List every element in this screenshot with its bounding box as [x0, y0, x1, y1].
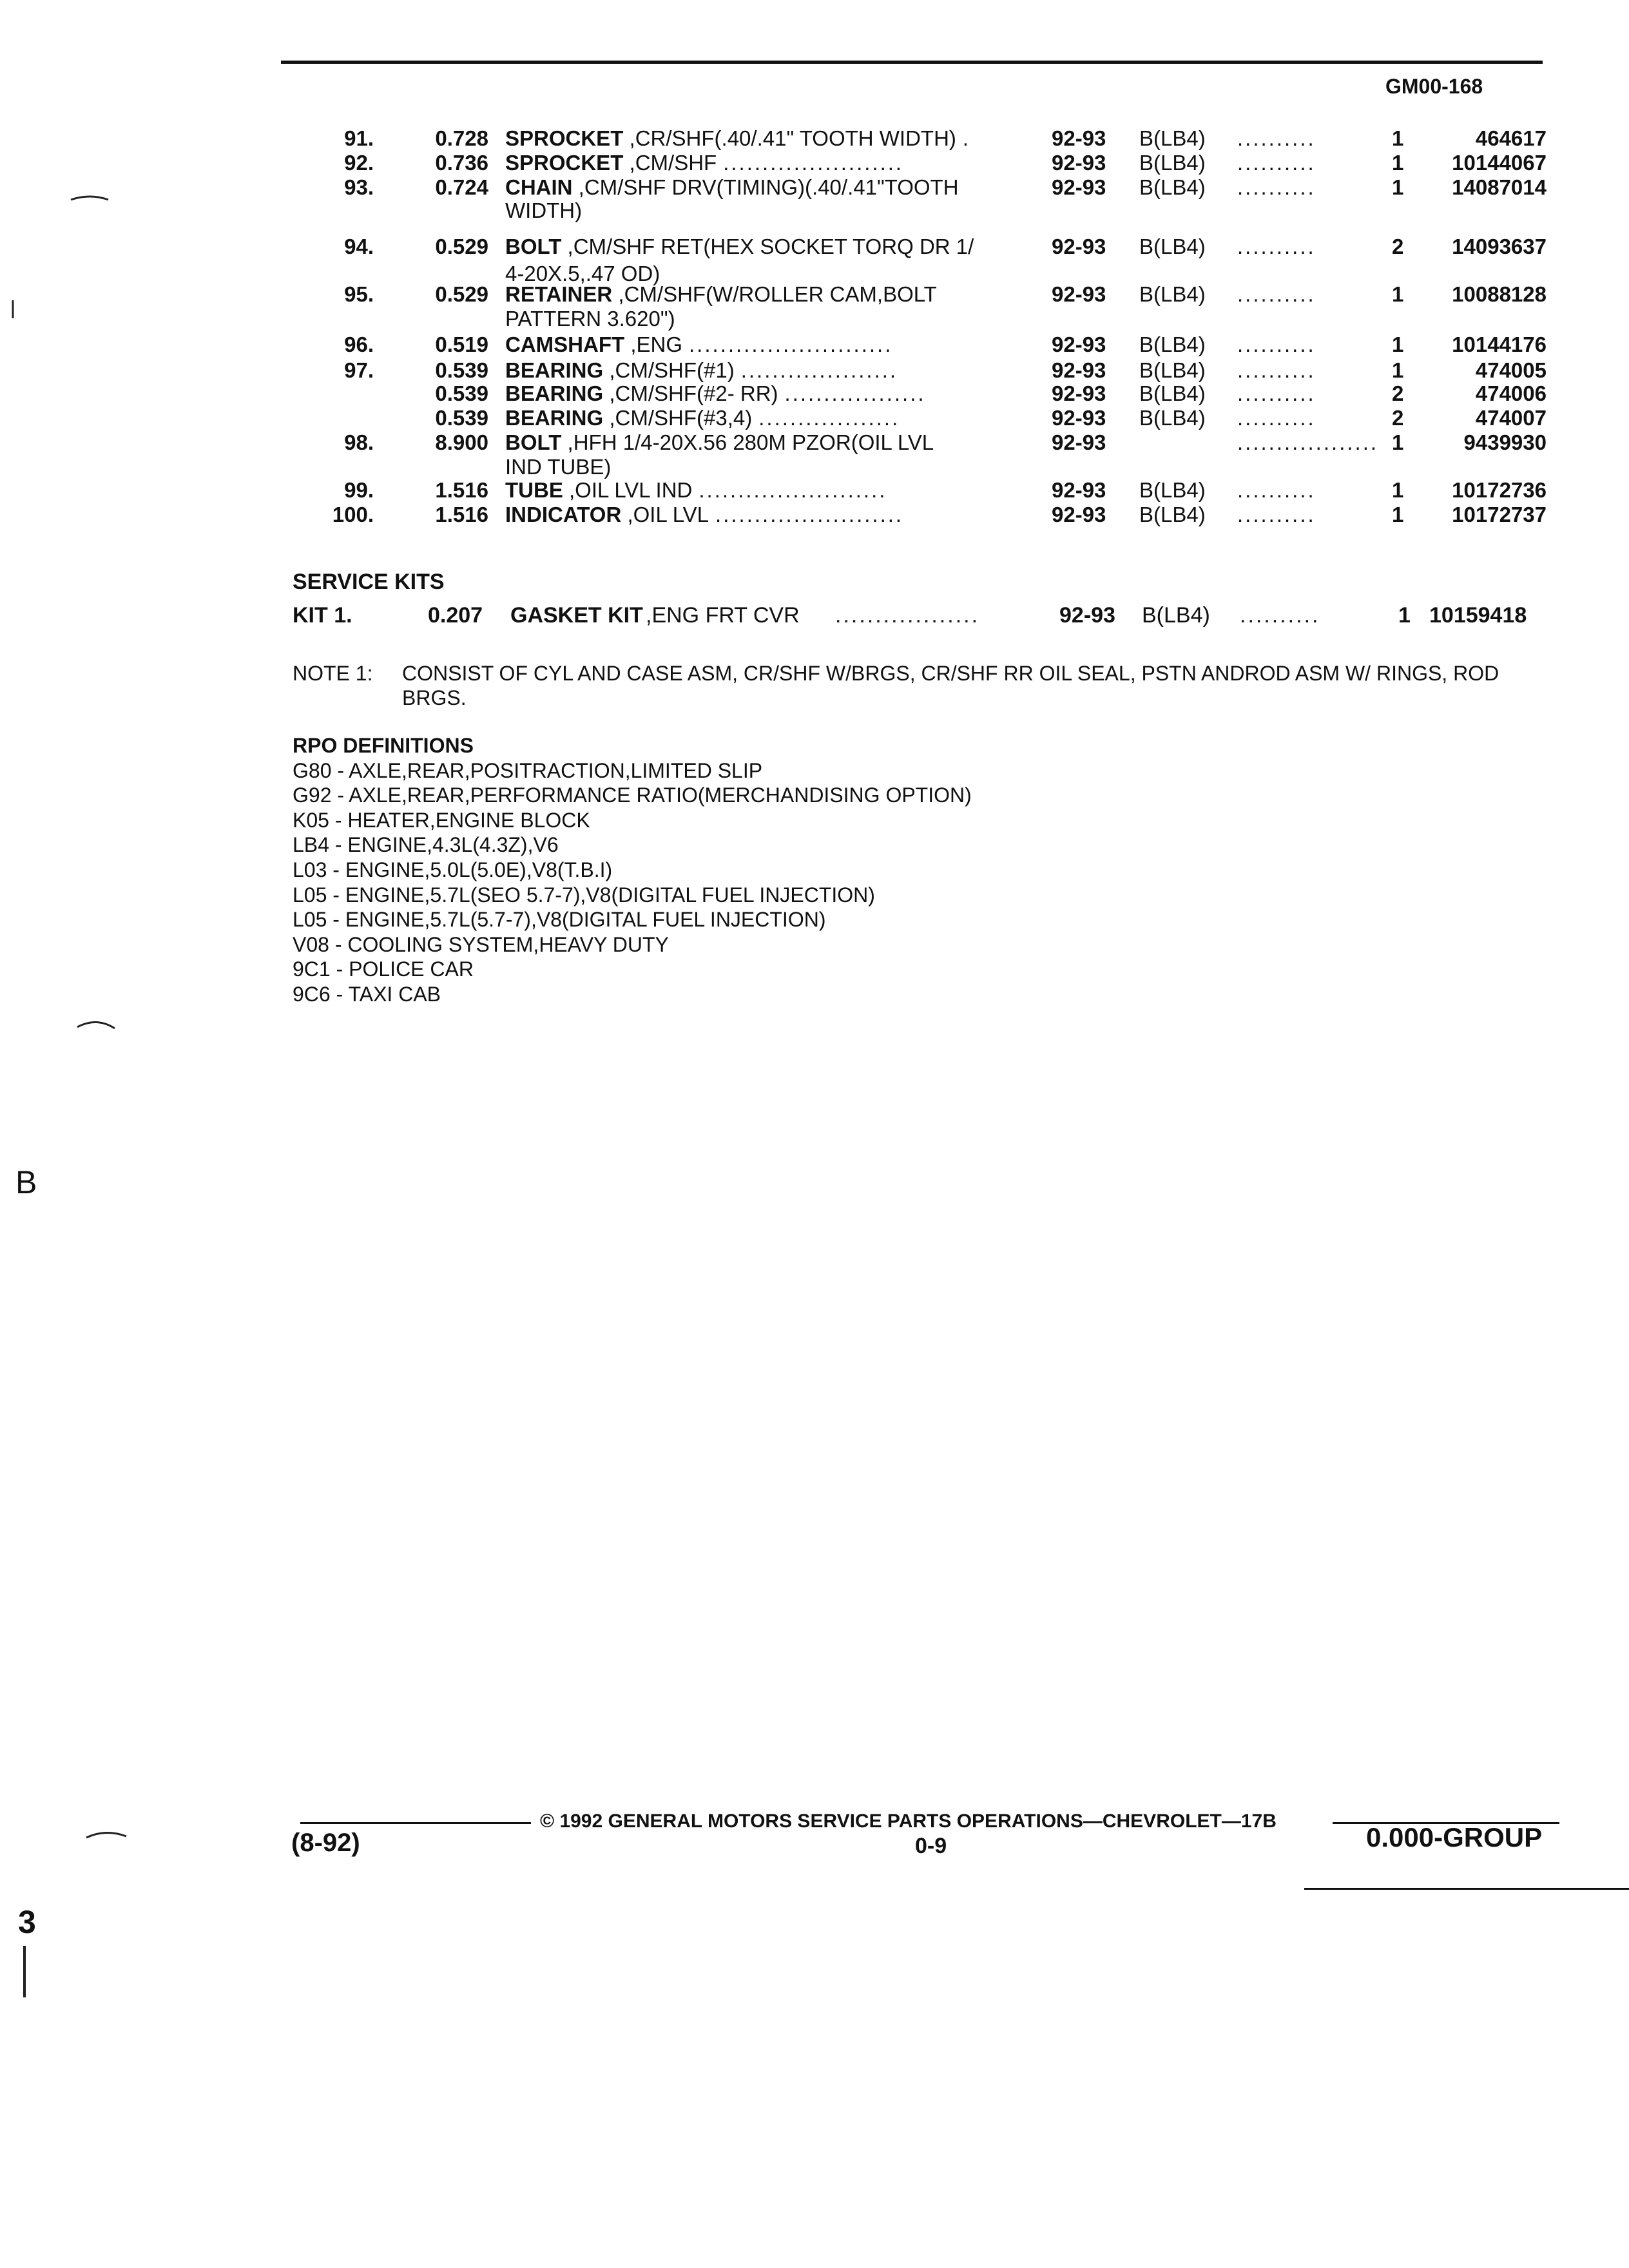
kit-years: 92-93 — [1059, 603, 1115, 628]
part-count: 1 — [1392, 503, 1404, 526]
part-desc-leader: .................. — [758, 406, 900, 430]
kit-model: B(LB4) — [1142, 603, 1210, 628]
part-desc-text: WIDTH) — [505, 198, 583, 222]
part-name: SPROCKET — [505, 126, 624, 150]
kit-part-no: 10159418 — [1429, 603, 1527, 628]
part-count: 2 — [1392, 381, 1404, 405]
part-number: 10172737 — [1452, 503, 1547, 526]
part-model-leader: .......... — [1237, 478, 1316, 502]
part-quantity: 0.728 — [435, 126, 488, 150]
part-desc-text: ,HFH 1/4-20X.56 280M PZOR(OIL LVL — [567, 430, 934, 454]
part-quantity: 0.519 — [435, 332, 488, 356]
part-count: 2 — [1392, 406, 1404, 430]
part-model-leader: .......... — [1237, 406, 1316, 430]
part-desc-leader: .................... — [740, 358, 898, 382]
margin-mark-three: 3 — [18, 1904, 36, 1940]
part-years: 92-93 — [1052, 126, 1106, 150]
kit-num: KIT 1. — [293, 603, 352, 628]
part-description — [505, 455, 1034, 479]
part-desc-leader: .......................... — [689, 332, 893, 356]
footer-date: (8-92) — [291, 1829, 360, 1857]
part-model-leader: .......... — [1237, 358, 1316, 382]
part-model-leader: .......... — [1237, 126, 1316, 150]
part-number: 10144067 — [1452, 151, 1547, 175]
part-quantity: 1.516 — [435, 503, 488, 526]
part-model: B(LB4) — [1139, 151, 1206, 175]
part-number: 14087014 — [1452, 175, 1547, 199]
kit-count: 1 — [1398, 603, 1411, 628]
part-name: SPROCKET — [505, 151, 624, 175]
part-years: 92-93 — [1052, 175, 1106, 199]
part-desc-text: ,ENG — [630, 332, 683, 356]
scan-artifact — [86, 1832, 126, 1838]
part-number: 10088128 — [1452, 282, 1547, 306]
part-description — [505, 307, 1034, 331]
part-name: BEARING — [505, 406, 604, 430]
part-number: 9439930 — [1463, 430, 1547, 454]
margin-mark-b: B — [15, 1164, 37, 1200]
part-desc-leader: . — [962, 126, 971, 150]
part-name: CHAIN — [505, 175, 573, 199]
service-kits-title: SERVICE KITS — [293, 570, 445, 594]
part-model: B(LB4) — [1139, 235, 1206, 258]
part-years: 92-93 — [1052, 381, 1106, 405]
part-description — [505, 381, 1034, 406]
part-model-leader: .......... — [1237, 503, 1316, 526]
scan-artifacts — [0, 0, 129, 2062]
part-name: INDICATOR — [505, 503, 622, 526]
kit-row — [0, 603, 1629, 631]
part-number: 474007 — [1475, 406, 1547, 430]
part-model: B(LB4) — [1139, 358, 1206, 382]
part-description — [505, 503, 1034, 527]
part-years: 92-93 — [1052, 332, 1106, 356]
part-model-leader: .......... — [1237, 175, 1316, 199]
part-row — [0, 455, 1629, 479]
rpo-item: K05 - HEATER,ENGINE BLOCK — [293, 808, 590, 832]
kit-model-leader: .......... — [1240, 603, 1320, 628]
part-quantity: 0.736 — [435, 151, 488, 175]
part-row — [0, 198, 1629, 223]
part-description — [505, 406, 1034, 430]
note — [293, 661, 1549, 710]
part-desc-text: ,CR/SHF(.40/.41" TOOTH WIDTH) — [629, 126, 956, 150]
part-desc-text: ,OIL LVL — [627, 503, 709, 526]
part-row — [0, 478, 1629, 503]
part-desc-leader: .................. — [784, 381, 926, 405]
part-description — [505, 332, 1034, 357]
part-years: 92-93 — [1052, 503, 1106, 526]
part-row — [0, 406, 1629, 430]
part-model-leader: .......... — [1237, 282, 1316, 306]
part-desc-text: ,CM/SHF(#3,4) — [609, 406, 753, 430]
part-description — [505, 478, 1034, 503]
part-row — [0, 126, 1629, 151]
part-row — [0, 332, 1629, 357]
part-ref-number: 97. — [344, 358, 374, 382]
part-name: BEARING — [505, 381, 604, 405]
part-name: TUBE — [505, 478, 563, 502]
part-description — [505, 151, 1034, 175]
part-count: 1 — [1392, 332, 1404, 356]
part-number: 14093637 — [1452, 235, 1547, 258]
part-quantity: 0.724 — [435, 175, 488, 199]
footer-bottom-rule — [1304, 1888, 1629, 1890]
footer-copyright: © 1992 GENERAL MOTORS SERVICE PARTS OPERATIONS—CHEVROLET—17B — [540, 1811, 1277, 1832]
part-description — [505, 175, 1034, 200]
part-name: BOLT — [505, 235, 562, 258]
part-description — [505, 126, 1034, 151]
footer-page-number: 0-9 — [915, 1834, 947, 1858]
rpo-item: L05 - ENGINE,5.7L(5.7-7),V8(DIGITAL FUEL INJECTION) — [293, 908, 826, 932]
part-row — [0, 381, 1629, 406]
part-name: BOLT — [505, 430, 562, 454]
part-row — [0, 282, 1629, 307]
part-count: 1 — [1392, 478, 1404, 502]
part-ref-number: 93. — [344, 175, 374, 199]
part-row — [0, 175, 1629, 200]
rpo-item: G80 - AXLE,REAR,POSITRACTION,LIMITED SLIP — [293, 758, 763, 782]
part-model: B(LB4) — [1139, 406, 1206, 430]
part-model: B(LB4) — [1139, 175, 1206, 199]
part-name: RETAINER — [505, 282, 613, 306]
part-desc-text: ,CM/SHF(W/ROLLER CAM,BOLT — [618, 282, 937, 306]
part-model-leader: .......... — [1237, 332, 1316, 356]
part-years: 92-93 — [1052, 358, 1106, 382]
rpo-item: 9C1 - POLICE CAR — [293, 957, 474, 981]
part-years: 92-93 — [1052, 235, 1106, 258]
part-model-leader: .......... — [1237, 151, 1316, 175]
part-model: B(LB4) — [1139, 332, 1206, 356]
note-label: NOTE 1: — [293, 662, 373, 685]
scan-artifact — [77, 1022, 115, 1028]
part-number: 474006 — [1475, 381, 1547, 405]
part-years: 92-93 — [1052, 151, 1106, 175]
part-ref-number: 98. — [344, 430, 374, 454]
part-description — [505, 430, 1034, 455]
part-quantity: 0.539 — [435, 381, 488, 405]
part-years: 92-93 — [1052, 282, 1106, 306]
part-count: 1 — [1392, 358, 1404, 382]
part-ref-number: 91. — [344, 126, 374, 150]
rpo-item: V08 - COOLING SYSTEM,HEAVY DUTY — [293, 932, 669, 956]
part-desc-text: IND TUBE) — [505, 455, 612, 479]
part-count: 1 — [1392, 430, 1404, 454]
part-ref-number: 96. — [344, 332, 374, 356]
part-model: B(LB4) — [1139, 503, 1206, 526]
part-years: 92-93 — [1052, 478, 1106, 502]
part-desc-text: ,OIL LVL IND — [569, 478, 693, 502]
part-row — [0, 307, 1629, 331]
rpo-item: L03 - ENGINE,5.0L(5.0E),V8(T.B.I) — [293, 858, 613, 881]
kit-desc: ,ENG FRT CVR — [646, 603, 800, 628]
kit-qty: 0.207 — [428, 603, 483, 628]
rpo-definitions — [293, 733, 972, 1007]
part-ref-number: 100. — [332, 503, 374, 526]
part-row — [0, 235, 1629, 259]
part-number: 474005 — [1475, 358, 1547, 382]
part-ref-number: 99. — [344, 478, 374, 502]
part-name: CAMSHAFT — [505, 332, 625, 356]
rpo-title: RPO DEFINITIONS — [293, 734, 474, 757]
part-description — [505, 282, 1034, 307]
part-desc-leader: ........................ — [715, 503, 904, 526]
kit-leader: .................. — [835, 603, 980, 628]
note-text: CONSIST OF CYL AND CASE ASM, CR/SHF W/BRGS, CR/SHF RR OIL SEAL, PSTN ANDROD ASM W/ RINGS, ROD BRGS. — [402, 662, 1499, 709]
part-model: B(LB4) — [1139, 126, 1206, 150]
part-count: 1 — [1392, 151, 1404, 175]
part-row — [0, 503, 1629, 527]
rpo-item: 9C6 - TAXI CAB — [293, 982, 441, 1006]
part-desc-leader: ....................... — [723, 151, 904, 175]
part-desc-leader: ........................ — [699, 478, 887, 502]
part-model: B(LB4) — [1139, 478, 1206, 502]
part-desc-text: ,CM/SHF — [629, 151, 717, 175]
part-count: 1 — [1392, 282, 1404, 306]
page-code: GM00-168 — [1385, 75, 1483, 98]
part-ref-number: 92. — [344, 151, 374, 175]
part-count: 2 — [1392, 235, 1404, 258]
part-desc-text: ,CM/SHF RET(HEX SOCKET TORQ DR 1/ — [567, 235, 974, 258]
part-model-leader: .......... — [1237, 381, 1316, 405]
part-quantity: 0.529 — [435, 282, 488, 306]
part-quantity: 8.900 — [435, 430, 488, 454]
part-years: 92-93 — [1052, 430, 1106, 454]
scan-artifact — [71, 197, 108, 200]
part-number: 10172736 — [1452, 478, 1547, 502]
part-quantity: 0.539 — [435, 406, 488, 430]
rpo-item: LB4 - ENGINE,4.3L(4.3Z),V6 — [293, 833, 559, 857]
part-count: 1 — [1392, 126, 1404, 150]
part-desc-text: 4-20X.5,.47 OD) — [505, 262, 660, 285]
part-model-leader: .................. — [1237, 430, 1379, 454]
top-rule — [281, 61, 1543, 64]
footer-group: 0.000-GROUP — [1366, 1822, 1543, 1852]
footer-rule-left — [300, 1822, 531, 1824]
part-desc-text: ,CM/SHF(#2- RR) — [609, 381, 778, 405]
part-quantity: 1.516 — [435, 478, 488, 502]
part-ref-number: 94. — [344, 235, 374, 258]
part-description — [505, 358, 1034, 383]
part-row — [0, 358, 1629, 383]
part-name: BEARING — [505, 358, 604, 382]
part-number: 10144176 — [1452, 332, 1547, 356]
kit-name: GASKET KIT — [510, 603, 643, 628]
part-row — [0, 151, 1629, 175]
part-quantity: 0.529 — [435, 235, 488, 258]
part-model-leader: .......... — [1237, 235, 1316, 258]
part-years: 92-93 — [1052, 406, 1106, 430]
part-model: B(LB4) — [1139, 381, 1206, 405]
part-number: 464617 — [1475, 126, 1547, 150]
part-model: B(LB4) — [1139, 282, 1206, 306]
part-quantity: 0.539 — [435, 358, 488, 382]
part-desc-text: PATTERN 3.620") — [505, 307, 675, 331]
part-description — [505, 235, 1034, 259]
rpo-item: G92 - AXLE,REAR,PERFORMANCE RATIO(MERCHANDISING OPTION) — [293, 783, 972, 807]
part-desc-text: ,CM/SHF(#1) — [609, 358, 735, 382]
rpo-item: L05 - ENGINE,5.7L(SEO 5.7-7),V8(DIGITAL FUEL INJECTION) — [293, 883, 875, 907]
part-desc-text: ,CM/SHF DRV(TIMING)(.40/.41"TOOTH — [578, 175, 959, 199]
part-ref-number: 95. — [344, 282, 374, 306]
part-count: 1 — [1392, 175, 1404, 199]
part-description — [505, 198, 1034, 223]
part-row — [0, 430, 1629, 455]
